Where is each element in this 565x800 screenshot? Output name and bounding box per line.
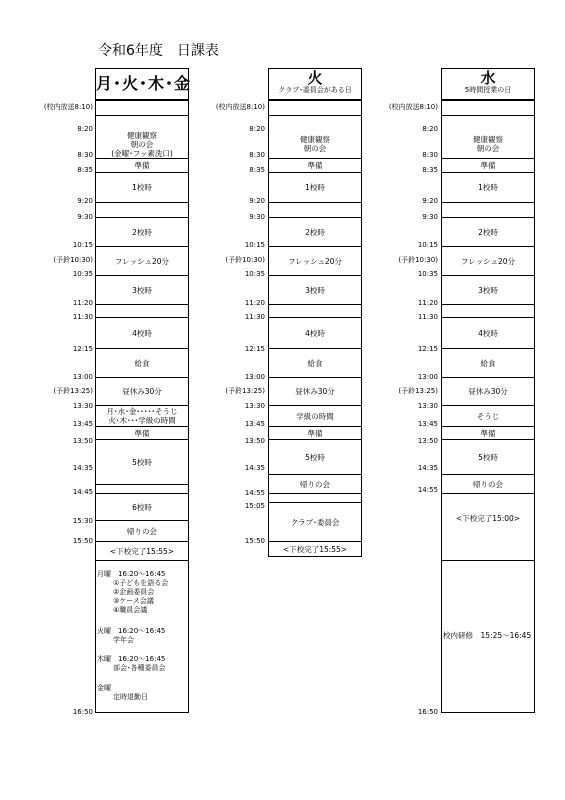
column-box xyxy=(268,68,362,557)
time-label: 13:30 xyxy=(244,402,265,410)
cell-period-5 xyxy=(442,440,534,475)
cell-health-check xyxy=(442,130,534,159)
time-label: 13:00 xyxy=(72,373,93,381)
time-label: 9:20 xyxy=(422,197,438,205)
cell-break xyxy=(442,203,534,218)
time-label: 8:35 xyxy=(249,166,265,174)
time-label: (予鈴10:30) xyxy=(53,256,93,264)
cell-break xyxy=(442,305,534,318)
time-label: 14:45 xyxy=(72,488,93,496)
day-label: 水 xyxy=(480,69,496,87)
cell-period-2 xyxy=(96,218,188,247)
cell-break xyxy=(269,305,361,318)
time-label: 13:45 xyxy=(417,420,438,428)
time-label: 8:20 xyxy=(77,125,93,133)
cell-period-5 xyxy=(269,440,361,475)
cell-health-check xyxy=(269,130,361,159)
cell-lunch xyxy=(442,349,534,378)
cell-break xyxy=(269,203,361,218)
time-label: 8:35 xyxy=(77,166,93,174)
broadcast-slot xyxy=(269,101,361,116)
cell-break xyxy=(269,494,361,503)
cell-text: 給食 xyxy=(480,358,496,368)
cell-period-6 xyxy=(96,494,188,521)
cell-text: 帰りの会 xyxy=(300,479,330,489)
cell-fresh xyxy=(96,247,188,276)
cell-text: フレッシュ20分 xyxy=(287,256,343,266)
cell-text: 昼休み30分 xyxy=(468,387,508,396)
cell-prep-morning xyxy=(442,159,534,173)
cell-period-3 xyxy=(442,276,534,305)
time-label: 10:35 xyxy=(417,270,438,278)
cell-prep-afternoon xyxy=(442,427,534,440)
cell-text: 5校時 xyxy=(478,452,498,462)
time-label: 9:20 xyxy=(77,197,93,205)
time-label: 15:05 xyxy=(244,502,265,510)
cell-break xyxy=(96,485,188,494)
time-label: 8:30 xyxy=(77,151,93,159)
time-label: 10:15 xyxy=(244,241,265,249)
cell-text: 準備 xyxy=(307,428,323,438)
time-label: 13:50 xyxy=(417,437,438,445)
note-item: 定時退勤日 xyxy=(113,693,148,701)
cell-homeroom-end xyxy=(269,475,361,494)
cell-club-committee xyxy=(269,503,361,542)
cell-text: 1校時 xyxy=(478,183,498,192)
time-label: 11:30 xyxy=(72,313,93,321)
time-label: 13:50 xyxy=(72,437,93,445)
note-item: 部会･各種委員会 xyxy=(113,664,166,672)
cell-cleaning xyxy=(442,406,534,427)
cell-text: 給食 xyxy=(307,358,323,368)
time-label: 16:50 xyxy=(72,708,93,716)
note-item: 学年会 xyxy=(113,636,134,644)
time-label: 8:35 xyxy=(422,166,438,174)
day-subtitle: 5時間授業の日 xyxy=(464,86,512,94)
cell-period-3 xyxy=(96,276,188,305)
time-label: 15:50 xyxy=(244,537,265,545)
time-label: 13:50 xyxy=(244,437,265,445)
cell-fresh xyxy=(442,247,534,276)
time-label: 13:30 xyxy=(417,402,438,410)
cell-prep-afternoon xyxy=(96,427,188,440)
note-monday: 月曜 16:20～16:45 xyxy=(97,570,166,578)
time-label: 11:30 xyxy=(417,313,438,321)
cell-text: クラブ･委員会 xyxy=(290,517,340,527)
time-label: (予鈴13:25) xyxy=(398,387,438,395)
cell-period-4 xyxy=(442,318,534,349)
time-label: 11:30 xyxy=(244,313,265,321)
note-item: ④職員会議 xyxy=(113,606,148,614)
time-label: (予鈴10:30) xyxy=(225,256,265,264)
cell-text: 準備 xyxy=(134,428,150,438)
time-label: 11:20 xyxy=(244,299,265,307)
broadcast-slot xyxy=(442,101,534,116)
cell-text: <下校完了15:00> xyxy=(455,514,521,523)
time-label: 8:20 xyxy=(249,125,265,133)
time-label: 9:30 xyxy=(249,213,265,221)
cell-text: <下校完了15:55> xyxy=(109,546,175,556)
time-label: (予鈴13:25) xyxy=(53,387,93,395)
cell-staff-training xyxy=(442,561,534,713)
cell-lunch xyxy=(269,349,361,378)
cell-text: 6校時 xyxy=(132,502,152,512)
cell-text: 給食 xyxy=(134,358,150,368)
cell-period-2 xyxy=(442,218,534,247)
time-label: 14:55 xyxy=(244,489,265,497)
cell-dismissal xyxy=(96,542,188,561)
time-label: (校内放送8:10) xyxy=(43,103,93,111)
time-label: 12:15 xyxy=(244,345,265,353)
note-item: ③ケース会議 xyxy=(113,597,154,605)
cell-text: 4校時 xyxy=(132,328,152,338)
time-label: 14:55 xyxy=(417,486,438,494)
cell-period-1 xyxy=(96,173,188,203)
time-label: 13:00 xyxy=(244,373,265,381)
time-label: 14:35 xyxy=(72,464,93,472)
cell-homeroom-end xyxy=(96,521,188,542)
cell-text: 3校時 xyxy=(478,285,498,295)
time-label: 10:35 xyxy=(244,270,265,278)
cell-text: そうじ xyxy=(476,411,500,421)
cell-break xyxy=(96,203,188,218)
cell-text: 帰りの会 xyxy=(473,479,503,489)
note-item: ②企画委員会 xyxy=(113,588,155,596)
cell-period-4 xyxy=(96,318,188,349)
time-label: 13:45 xyxy=(72,420,93,428)
time-label: 12:15 xyxy=(72,345,93,353)
time-label: 13:00 xyxy=(417,373,438,381)
cell-text: 2校時 xyxy=(132,227,152,237)
cell-text: 準備 xyxy=(134,161,150,170)
cell-text: <下校完了15:55> xyxy=(282,544,348,554)
time-label: 11:20 xyxy=(72,299,93,307)
time-label: (校内放送8:10) xyxy=(388,103,438,111)
cell-period-3 xyxy=(269,276,361,305)
cell-text: 準備 xyxy=(307,161,323,170)
cell-lunch-break xyxy=(269,378,361,406)
cell-text: 1校時 xyxy=(132,183,152,192)
time-label: 10:35 xyxy=(72,270,93,278)
cell-text: 5校時 xyxy=(132,457,152,467)
time-label: 14:35 xyxy=(417,464,438,472)
cell-text: 1校時 xyxy=(305,183,325,192)
note-thursday: 木曜 16:20～16:45 xyxy=(97,655,166,663)
cell-text: 学級の時間 xyxy=(296,411,334,421)
cell-text: 月･水･金･････そうじ xyxy=(106,407,178,416)
cell-text: 2校時 xyxy=(305,227,325,237)
time-label: 15:50 xyxy=(72,537,93,545)
time-label: 14:35 xyxy=(244,464,265,472)
cell-text: フレッシュ20分 xyxy=(114,256,170,266)
cell-prep-afternoon xyxy=(269,427,361,440)
cell-text: 準備 xyxy=(480,428,496,438)
time-label: (予鈴13:25) xyxy=(225,387,265,395)
cell-dismissal xyxy=(442,494,534,561)
cell-health-check xyxy=(96,130,188,159)
cell-text: 3校時 xyxy=(132,285,152,295)
column-header xyxy=(269,69,361,101)
time-label: 8:20 xyxy=(422,125,438,133)
cell-text: 朝の会 xyxy=(303,144,327,153)
day-subtitle: クラブ･委員会がある日 xyxy=(278,86,352,94)
cell-homeroom-end xyxy=(442,475,534,494)
cell-text: 朝の会 xyxy=(130,139,154,149)
time-label: 9:20 xyxy=(249,197,265,205)
broadcast-slot xyxy=(96,101,188,116)
cell-period-1 xyxy=(442,173,534,203)
time-label: 10:15 xyxy=(72,241,93,249)
note-item: ①子どもを語る会 xyxy=(113,579,169,587)
cell-break xyxy=(96,305,188,318)
cell-text: 健康観察 xyxy=(127,130,157,140)
cell-text: 準備 xyxy=(480,161,496,170)
cell-dismissal xyxy=(269,542,361,557)
time-label: 11:20 xyxy=(417,299,438,307)
cell-period-5 xyxy=(96,440,188,485)
column-header xyxy=(96,69,192,101)
time-label: 8:30 xyxy=(422,151,438,159)
cell-text: 2校時 xyxy=(478,227,498,237)
time-label: 9:30 xyxy=(422,213,438,221)
cell-text: 3校時 xyxy=(305,285,325,295)
column-header xyxy=(442,69,534,101)
time-label: 12:15 xyxy=(417,345,438,353)
cell-text: 昼休み30分 xyxy=(122,387,162,396)
day-label: 月･火･木･金 xyxy=(96,74,192,93)
cell-cleaning xyxy=(96,406,188,427)
cell-text: (金曜･フッ素洗口) xyxy=(111,148,173,158)
cell-text: 健康観察 xyxy=(473,135,503,144)
cell-text: 昼休み30分 xyxy=(295,387,335,396)
cell-prep-morning xyxy=(96,159,188,173)
cell-period-1 xyxy=(269,173,361,203)
document-title: 令和6年度 日課表 xyxy=(98,43,219,59)
cell-lunch-break xyxy=(96,378,188,406)
note-friday: 金曜 xyxy=(97,684,111,692)
cell-class-time xyxy=(269,406,361,427)
time-label: 8:30 xyxy=(249,151,265,159)
cell-period-4 xyxy=(269,318,361,349)
cell-text: 朝の会 xyxy=(476,144,500,153)
time-label: (校内放送8:10) xyxy=(215,103,265,111)
cell-fresh xyxy=(269,247,361,276)
time-label: 13:30 xyxy=(72,402,93,410)
time-label: 15:30 xyxy=(72,517,93,525)
cell-text: 校内研修 15:25～16:45 xyxy=(443,631,532,640)
time-label: 10:15 xyxy=(417,241,438,249)
cell-text: 健康観察 xyxy=(300,135,330,144)
day-label: 火 xyxy=(307,69,323,87)
time-label: (予鈴10:30) xyxy=(398,256,438,264)
cell-prep-morning xyxy=(269,159,361,173)
cell-lunch xyxy=(96,349,188,378)
time-label: 9:30 xyxy=(77,213,93,221)
cell-lunch-break xyxy=(442,378,534,406)
cell-text: フレッシュ20分 xyxy=(460,256,516,266)
cell-text: 4校時 xyxy=(478,328,498,338)
note-tuesday: 火曜 16:20～16:45 xyxy=(97,627,166,635)
column-box xyxy=(441,68,535,713)
cell-text: 帰りの会 xyxy=(127,526,157,536)
cell-text: 4校時 xyxy=(305,328,325,338)
time-label: 13:45 xyxy=(244,420,265,428)
column-box xyxy=(95,68,192,713)
cell-text: 5校時 xyxy=(305,452,325,462)
cell-text: 火･木･･･学級の時間 xyxy=(108,416,176,425)
time-label: 16:50 xyxy=(417,708,438,716)
cell-period-2 xyxy=(269,218,361,247)
